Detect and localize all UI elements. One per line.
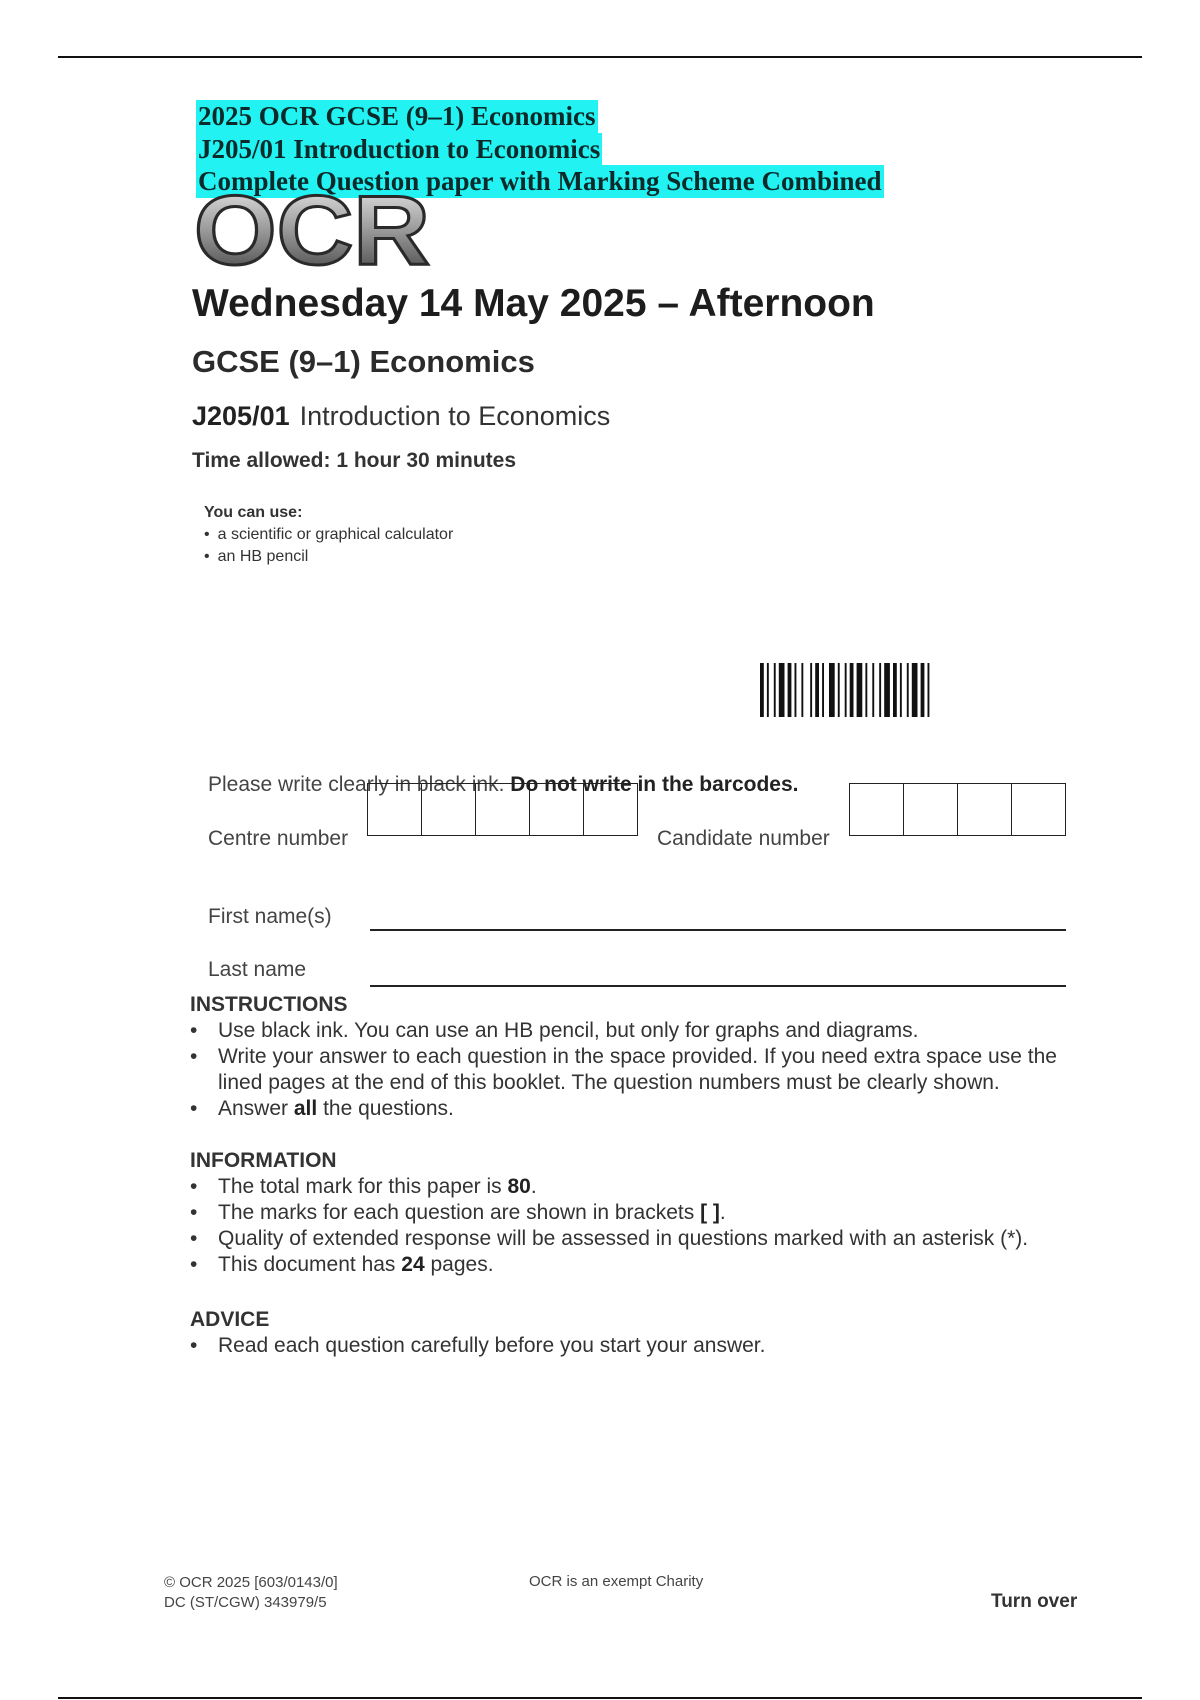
barcode-bar [774,663,776,717]
centre-digit-box[interactable] [422,784,476,835]
barcode-bar [921,663,925,717]
information-item: • The total mark for this paper is 80. [190,1174,1090,1200]
turn-over-text: Turn over [991,1591,1078,1612]
barcode-bar [810,663,812,717]
barcode-bar [893,663,897,717]
information-section [190,1148,1090,1278]
advice-heading: ADVICE [190,1308,270,1331]
banner-line-3: Complete Question paper with Marking Scheme Combined [198,166,882,196]
bottom-rule [58,1697,1142,1699]
advice-section [190,1307,1090,1359]
ocr-logo [194,184,434,278]
barcode-bar [822,663,824,717]
barcode-bar [795,663,797,717]
information-item: • This document has 24 pages. [190,1252,1090,1278]
footer-left [164,1573,338,1613]
barcode-bar [884,663,890,717]
barcode-bar [829,663,835,717]
equipment-heading: You can use: [204,504,303,521]
candidate-digit-box[interactable] [850,784,904,835]
barcode-bar [850,663,854,717]
centre-digit-box[interactable] [368,784,422,835]
candidate-number-label: Candidate number [657,827,830,850]
equipment-item: • a scientific or graphical calculator [204,524,453,546]
barcode-bar [912,663,918,717]
candidate-digit-box[interactable] [958,784,1012,835]
first-name-label: First name(s) [208,905,332,928]
banner-line-2: J205/01 Introduction to Economics [198,133,601,164]
instruction-item: • Write your answer to each question in the space provided. If you need extra space use the lined pages at the end of this booklet. The question numbers must be clearly shown. [190,1044,1090,1096]
candidate-digit-box[interactable] [1012,784,1065,835]
instruction-item: • Use black ink. You can use an HB pencil, but only for graphs and diagrams. [190,1018,1090,1044]
centre-number-boxes[interactable] [367,783,638,836]
first-name-line[interactable] [370,929,1066,931]
banner-line-1: 2025 OCR GCSE (9–1) Economics [198,101,596,131]
time-allowed: Time allowed: 1 hour 30 minutes [192,449,517,472]
barcode [760,663,1048,717]
exam-date: Wednesday 14 May 2025 – Afternoon [192,282,875,325]
barcode-bar [928,663,930,717]
barcode-bar [900,663,902,717]
barcode-bar [760,663,764,717]
title-banner [196,100,884,198]
paper-title: Introduction to Economics [299,401,611,431]
equipment-box [204,504,453,568]
advice-item: • Read each question carefully before you start your answer. [190,1333,1090,1359]
centre-digit-box[interactable] [476,784,530,835]
barcode-bar [872,663,874,717]
information-item: • The marks for each question are shown in brackets [ ]. [190,1200,1090,1226]
exam-subject: GCSE (9–1) Economics [192,344,535,379]
charity-text: OCR is an exempt Charity [529,1573,704,1590]
last-name-line[interactable] [370,985,1066,987]
barcode-bar [879,663,881,717]
barcode-bar [801,663,803,717]
information-heading: INFORMATION [190,1149,337,1172]
barcode-bar [788,663,792,717]
dc-code-text: DC (ST/CGW) 343979/5 [164,1594,327,1611]
equipment-item: • an HB pencil [204,546,453,568]
last-name-label: Last name [208,958,307,981]
instructions-heading: INSTRUCTIONS [190,993,348,1016]
barcode-bar [865,663,867,717]
barcode-bar [907,663,909,717]
information-item: • Quality of extended response will be assessed in questions marked with an asterisk (*). [190,1226,1090,1252]
top-rule [58,56,1142,58]
centre-digit-box[interactable] [530,784,584,835]
paper-line [192,401,610,432]
centre-digit-box[interactable] [584,784,637,835]
instruction-item: • Answer all the questions. [190,1096,1090,1122]
barcode-bar [845,663,847,717]
ocr-logo-text: OCR [194,184,430,278]
barcode-bar [779,663,785,717]
barcode-bar [838,663,840,717]
centre-number-label: Centre number [208,827,349,850]
paper-code: J205/01 [192,401,290,431]
write-note-plain: Please write clearly in black ink. [208,773,505,796]
instructions-section [190,992,1090,1122]
candidate-digit-box[interactable] [904,784,958,835]
barcode-bar [815,663,819,717]
barcode-bar [767,663,769,717]
write-note-bold: Do not write in the barcodes. [510,773,799,796]
copyright-text: © OCR 2025 [603/0143/0] [164,1574,338,1591]
barcode-bar [857,663,863,717]
candidate-number-boxes[interactable] [849,783,1066,836]
